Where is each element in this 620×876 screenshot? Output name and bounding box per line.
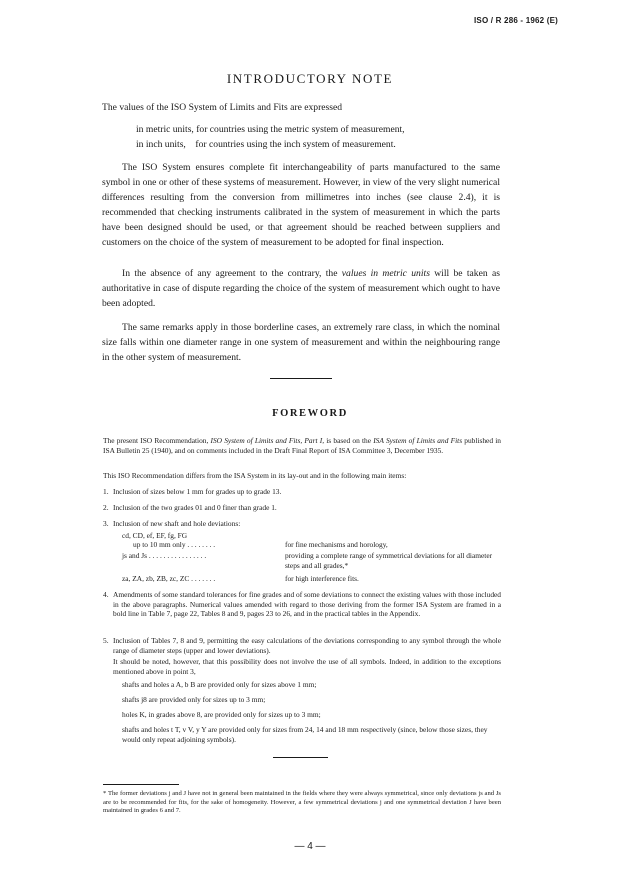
intro-paragraph-2: The ISO System ensures complete fit interchangeability of parts manufactured to the same symbol in one or other of these systems of measurement. However, in view of the very slight numerical differences resulting from the conversion from millimetres into inches (see clause 2.4), it is recommended that checking instruments calibrated in the system of measurement in which the parts have been designed should be used, or that agreement should be reached between suppliers and customers on the choice of the system of measurement to be adopted for final inspection. [102, 162, 500, 248]
item-number: 1. [103, 487, 109, 496]
item-number: 3. [103, 519, 109, 528]
footnote-rule [103, 784, 179, 785]
deviation-description: providing a complete range of symmetrical deviations for all diameter steps and all grades,* [285, 551, 493, 570]
item-text: Inclusion of Tables 7, 8 and 9, permitting the easy calculations of the deviations corresponding to any symbol through the whole range of diameter steps (upper and lower deviations). [113, 636, 501, 655]
exception-line: shafts and holes a A, b B are provided only for sizes above 1 mm; [122, 680, 317, 689]
fw-p1-emphasis-1: ISO System of Limits and Fits, Part I, [210, 436, 325, 445]
units-metric-line: in metric units, for countries using the metric system of measurement, [136, 124, 405, 135]
intro-paragraph-1: The values of the ISO System of Limits and Fits are expressed [102, 102, 343, 113]
document-reference: ISO / R 286 - 1962 (E) [474, 16, 558, 25]
p3-text-b: will be taken as authoritative in case of dispute regarding the choice of the system of measurement which ought to have been adopted. [102, 268, 500, 309]
deviation-description: for high interference fits. [285, 574, 359, 583]
units-inch-line: in inch units, for countries using the inch system of measurement. [136, 139, 396, 150]
page-number: — 4 — [294, 841, 326, 852]
item-text: Inclusion of the two grades 01 and 0 finer than grade 1. [113, 503, 277, 512]
fw-p1-text-b: is based on the [324, 436, 374, 445]
foreword-paragraph-2: This ISO Recommendation differs from the ISA System in its lay-out and in the following main items: [103, 471, 407, 480]
item-number: 4. [103, 590, 109, 599]
deviation-symbols: cd, CD, ef, EF, fg, FG [122, 531, 188, 540]
item-text: Inclusion of new shaft and hole deviations: [113, 519, 241, 528]
section-divider [270, 378, 332, 379]
exception-line: shafts and holes t T, v V, y Y are provided only for sizes from 24, 14 and 18 mm respectively (since, below those sizes, they would only repeat adjoining symbols). [122, 725, 488, 744]
item-5-note: It should be noted, however, that this possibility does not involve the use of all symbols. Indeed, in addition to the exceptions mentioned above in point 3, [113, 657, 501, 676]
item-number: 2. [103, 503, 109, 512]
foreword-title: FOREWORD [272, 408, 348, 419]
intro-paragraph-4: The same remarks apply in those borderline cases, an extremely rare class, in which the nominal size falls within one diameter range in one system of measurement and within the neighbouring range in the other system of measurement. [102, 322, 500, 363]
p3-emphasis: values in metric units [341, 268, 430, 279]
fw-p1-text-a: The present ISO Recommendation, [103, 436, 211, 445]
footnote: * The former deviations j and J have not in general been maintained in the fields where they were always symmetrical, since only deviations js and Js are to be recommended for fits, for the sake of homogeneity. However, a few symmetrical deviations j and one symmetrical deviation J have been maintained in grades 6 and 7. [103, 790, 501, 815]
item-text: Inclusion of sizes below 1 mm for grades up to grade 13. [113, 487, 282, 496]
p3-text-a: In the absence of any agreement to the contrary, the [122, 268, 342, 279]
deviation-description: for fine mechanisms and horology, [285, 540, 388, 549]
introductory-note-title: INTRODUCTORY NOTE [226, 71, 394, 86]
fw-p1-emphasis-2: ISA System of Limits and Fits [373, 436, 463, 445]
item-text: Amendments of some standard tolerances for fine grades and of some deviations to connect the existing values with those included in the above paragraphs. Numerical values amended with regard to those deriving from the former ISA System are framed in a bold line in Table 7, page 22, Tables 8 and 9, pages 23 to 26, and in the practical tables in the Appendix. [113, 590, 501, 618]
exception-line: shafts j8 are provided only for sizes up to 3 mm; [122, 695, 266, 704]
deviation-symbols: za, ZA, zb, ZB, zc, ZC . . . . . . . [122, 574, 216, 583]
exception-line: holes K, in grades above 8, are provided only for sizes up to 3 mm; [122, 710, 321, 719]
fw-p1-text-c: published in ISA Bulletin 25 (1940), and on comments included in the Draft Final Report of ISA Committee 3, December 1935. [103, 436, 501, 455]
deviation-symbols: js and Js . . . . . . . . . . . . . . . . [122, 551, 207, 560]
deviation-symbols: up to 10 mm only . . . . . . . . [133, 540, 216, 549]
intro-paragraph-3 [102, 266, 500, 311]
foreword-paragraph-1 [103, 436, 501, 455]
item-number: 5. [103, 636, 109, 645]
section-divider [273, 757, 328, 758]
